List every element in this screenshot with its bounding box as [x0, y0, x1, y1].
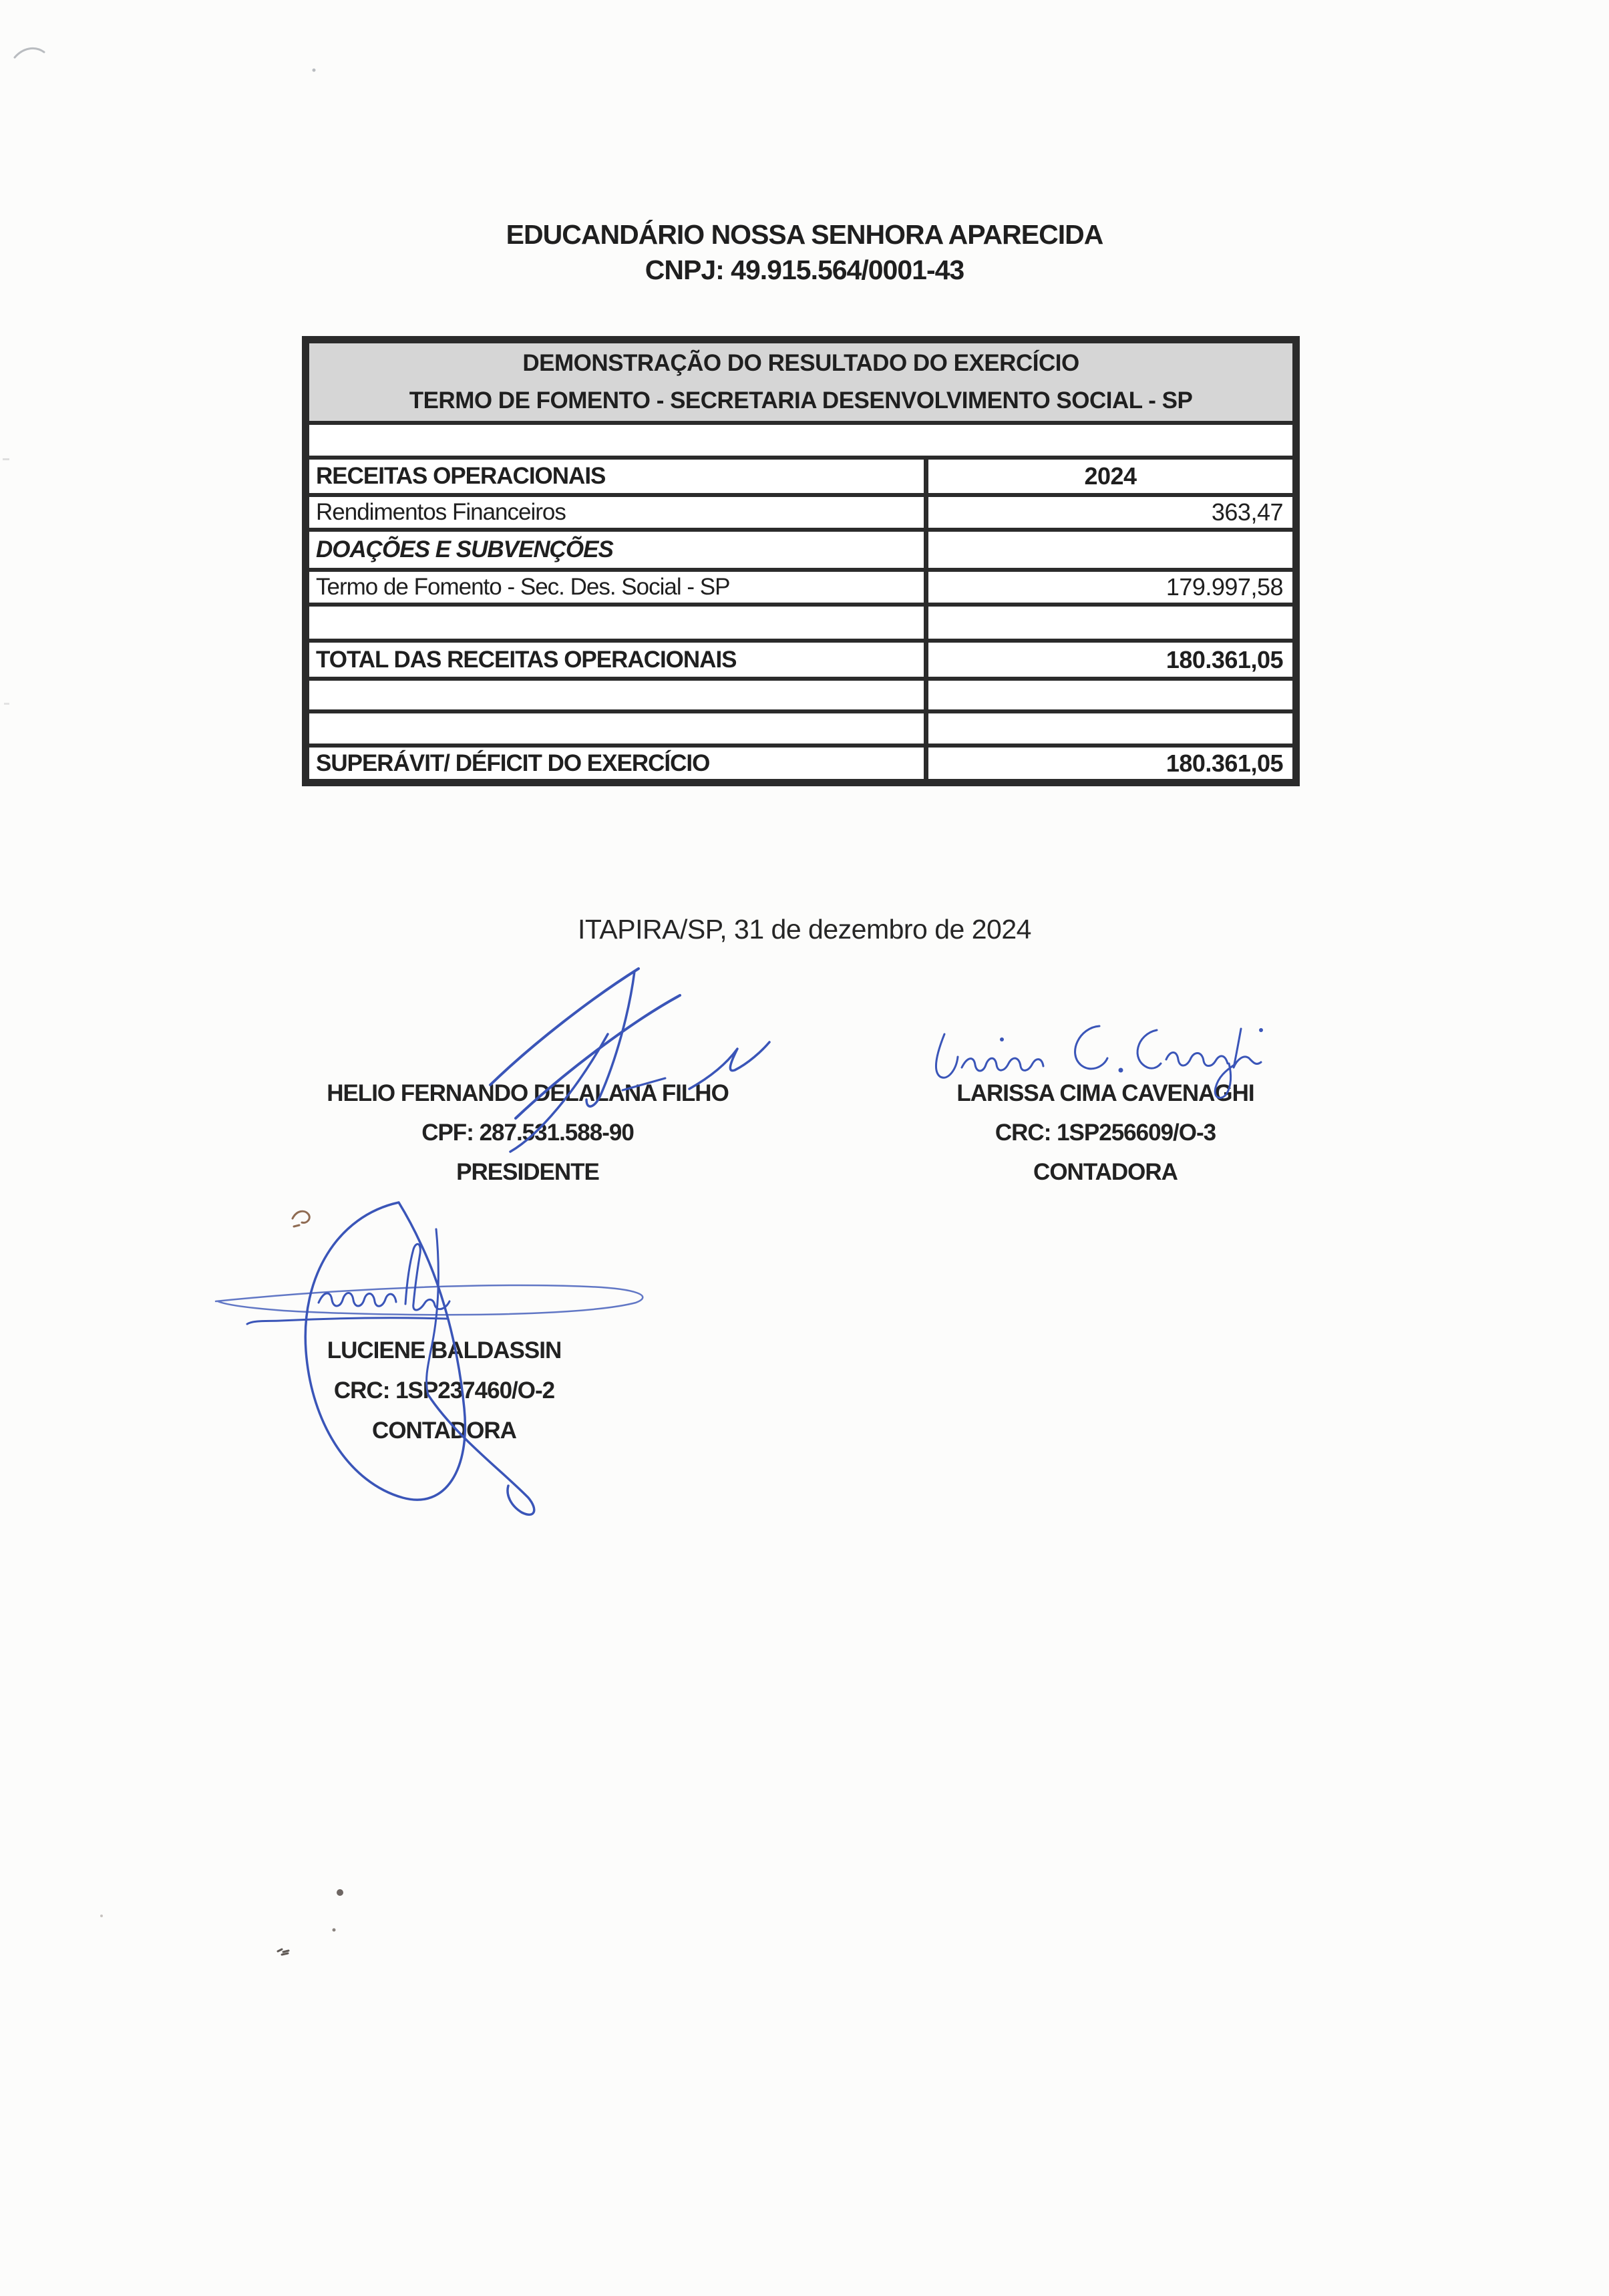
- signer-name: LARISSA CIMA CAVENAGHI: [956, 1080, 1254, 1106]
- row-label: TOTAL DAS RECEITAS OPERACIONAIS: [316, 646, 737, 673]
- column-header-label: RECEITAS OPERACIONAIS: [316, 463, 606, 489]
- row-value: [924, 607, 1292, 639]
- row-label: SUPERÁVIT/ DÉFICIT DO EXERCÍCIO: [316, 750, 710, 776]
- row-label: [309, 713, 924, 744]
- statement-title-line1: DEMONSTRAÇÃO DO RESULTADO DO EXERCÍCIO: [522, 350, 1079, 376]
- table-row-empty: [309, 677, 1292, 709]
- row-value: 179.997,58: [924, 572, 1292, 603]
- signer-name: HELIO FERNANDO DELALANA FILHO: [327, 1080, 729, 1106]
- row-value: 180.361,05: [924, 643, 1292, 677]
- row-value: 363,47: [924, 497, 1292, 528]
- row-value: 180.361,05: [924, 748, 1292, 779]
- table-row-header: [309, 456, 1292, 493]
- table-row-result: [309, 744, 1292, 779]
- table-row-section: [309, 528, 1292, 568]
- signer-role: CONTADORA: [1033, 1159, 1178, 1185]
- row-value: [924, 532, 1292, 568]
- income-statement-table: [302, 336, 1300, 786]
- row-label: Rendimentos Financeiros: [316, 499, 566, 525]
- signer-id: CRC: 1SP256609/O-3: [995, 1120, 1216, 1146]
- table-row: [309, 568, 1292, 603]
- signer-id: CRC: 1SP237460/O-2: [333, 1377, 555, 1404]
- row-label: Termo de Fomento - Sec. Des. Social - SP: [316, 574, 730, 600]
- row-label: DOAÇÕES E SUBVENÇÕES: [316, 536, 613, 562]
- table-row-empty: [309, 421, 1292, 456]
- signer-role: PRESIDENTE: [456, 1159, 599, 1185]
- table-row-empty: [309, 709, 1292, 744]
- column-header-year: 2024: [924, 460, 1292, 493]
- signature-block-accountant-2: [224, 1331, 665, 1451]
- place-date-line: ITAPIRA/SP, 31 de dezembro de 2024: [578, 914, 1031, 945]
- row-label: [309, 681, 924, 709]
- table-row: [309, 493, 1292, 528]
- row-label: [309, 607, 924, 639]
- table-row-empty: [309, 603, 1292, 639]
- document-header: [0, 217, 1609, 288]
- row-value: [924, 713, 1292, 744]
- table-row-total: [309, 639, 1292, 677]
- row-value: [924, 681, 1292, 709]
- signer-role: CONTADORA: [372, 1418, 516, 1444]
- org-name: EDUCANDÁRIO NOSSA SENHORA APARECIDA: [506, 219, 1103, 250]
- scan-artifacts: [3, 48, 343, 1955]
- signer-name: LUCIENE BALDASSIN: [327, 1337, 562, 1363]
- signer-id: CPF: 287.531.588-90: [421, 1120, 634, 1146]
- signature-block-accountant-1: [888, 1074, 1322, 1192]
- table-title-band: [309, 343, 1292, 421]
- statement-title-line2: TERMO DE FOMENTO - SECRETARIA DESENVOLVIMENTO SOCIAL - SP: [409, 387, 1193, 414]
- signature-block-president: [294, 1074, 761, 1192]
- org-cnpj: CNPJ: 49.915.564/0001-43: [645, 255, 964, 285]
